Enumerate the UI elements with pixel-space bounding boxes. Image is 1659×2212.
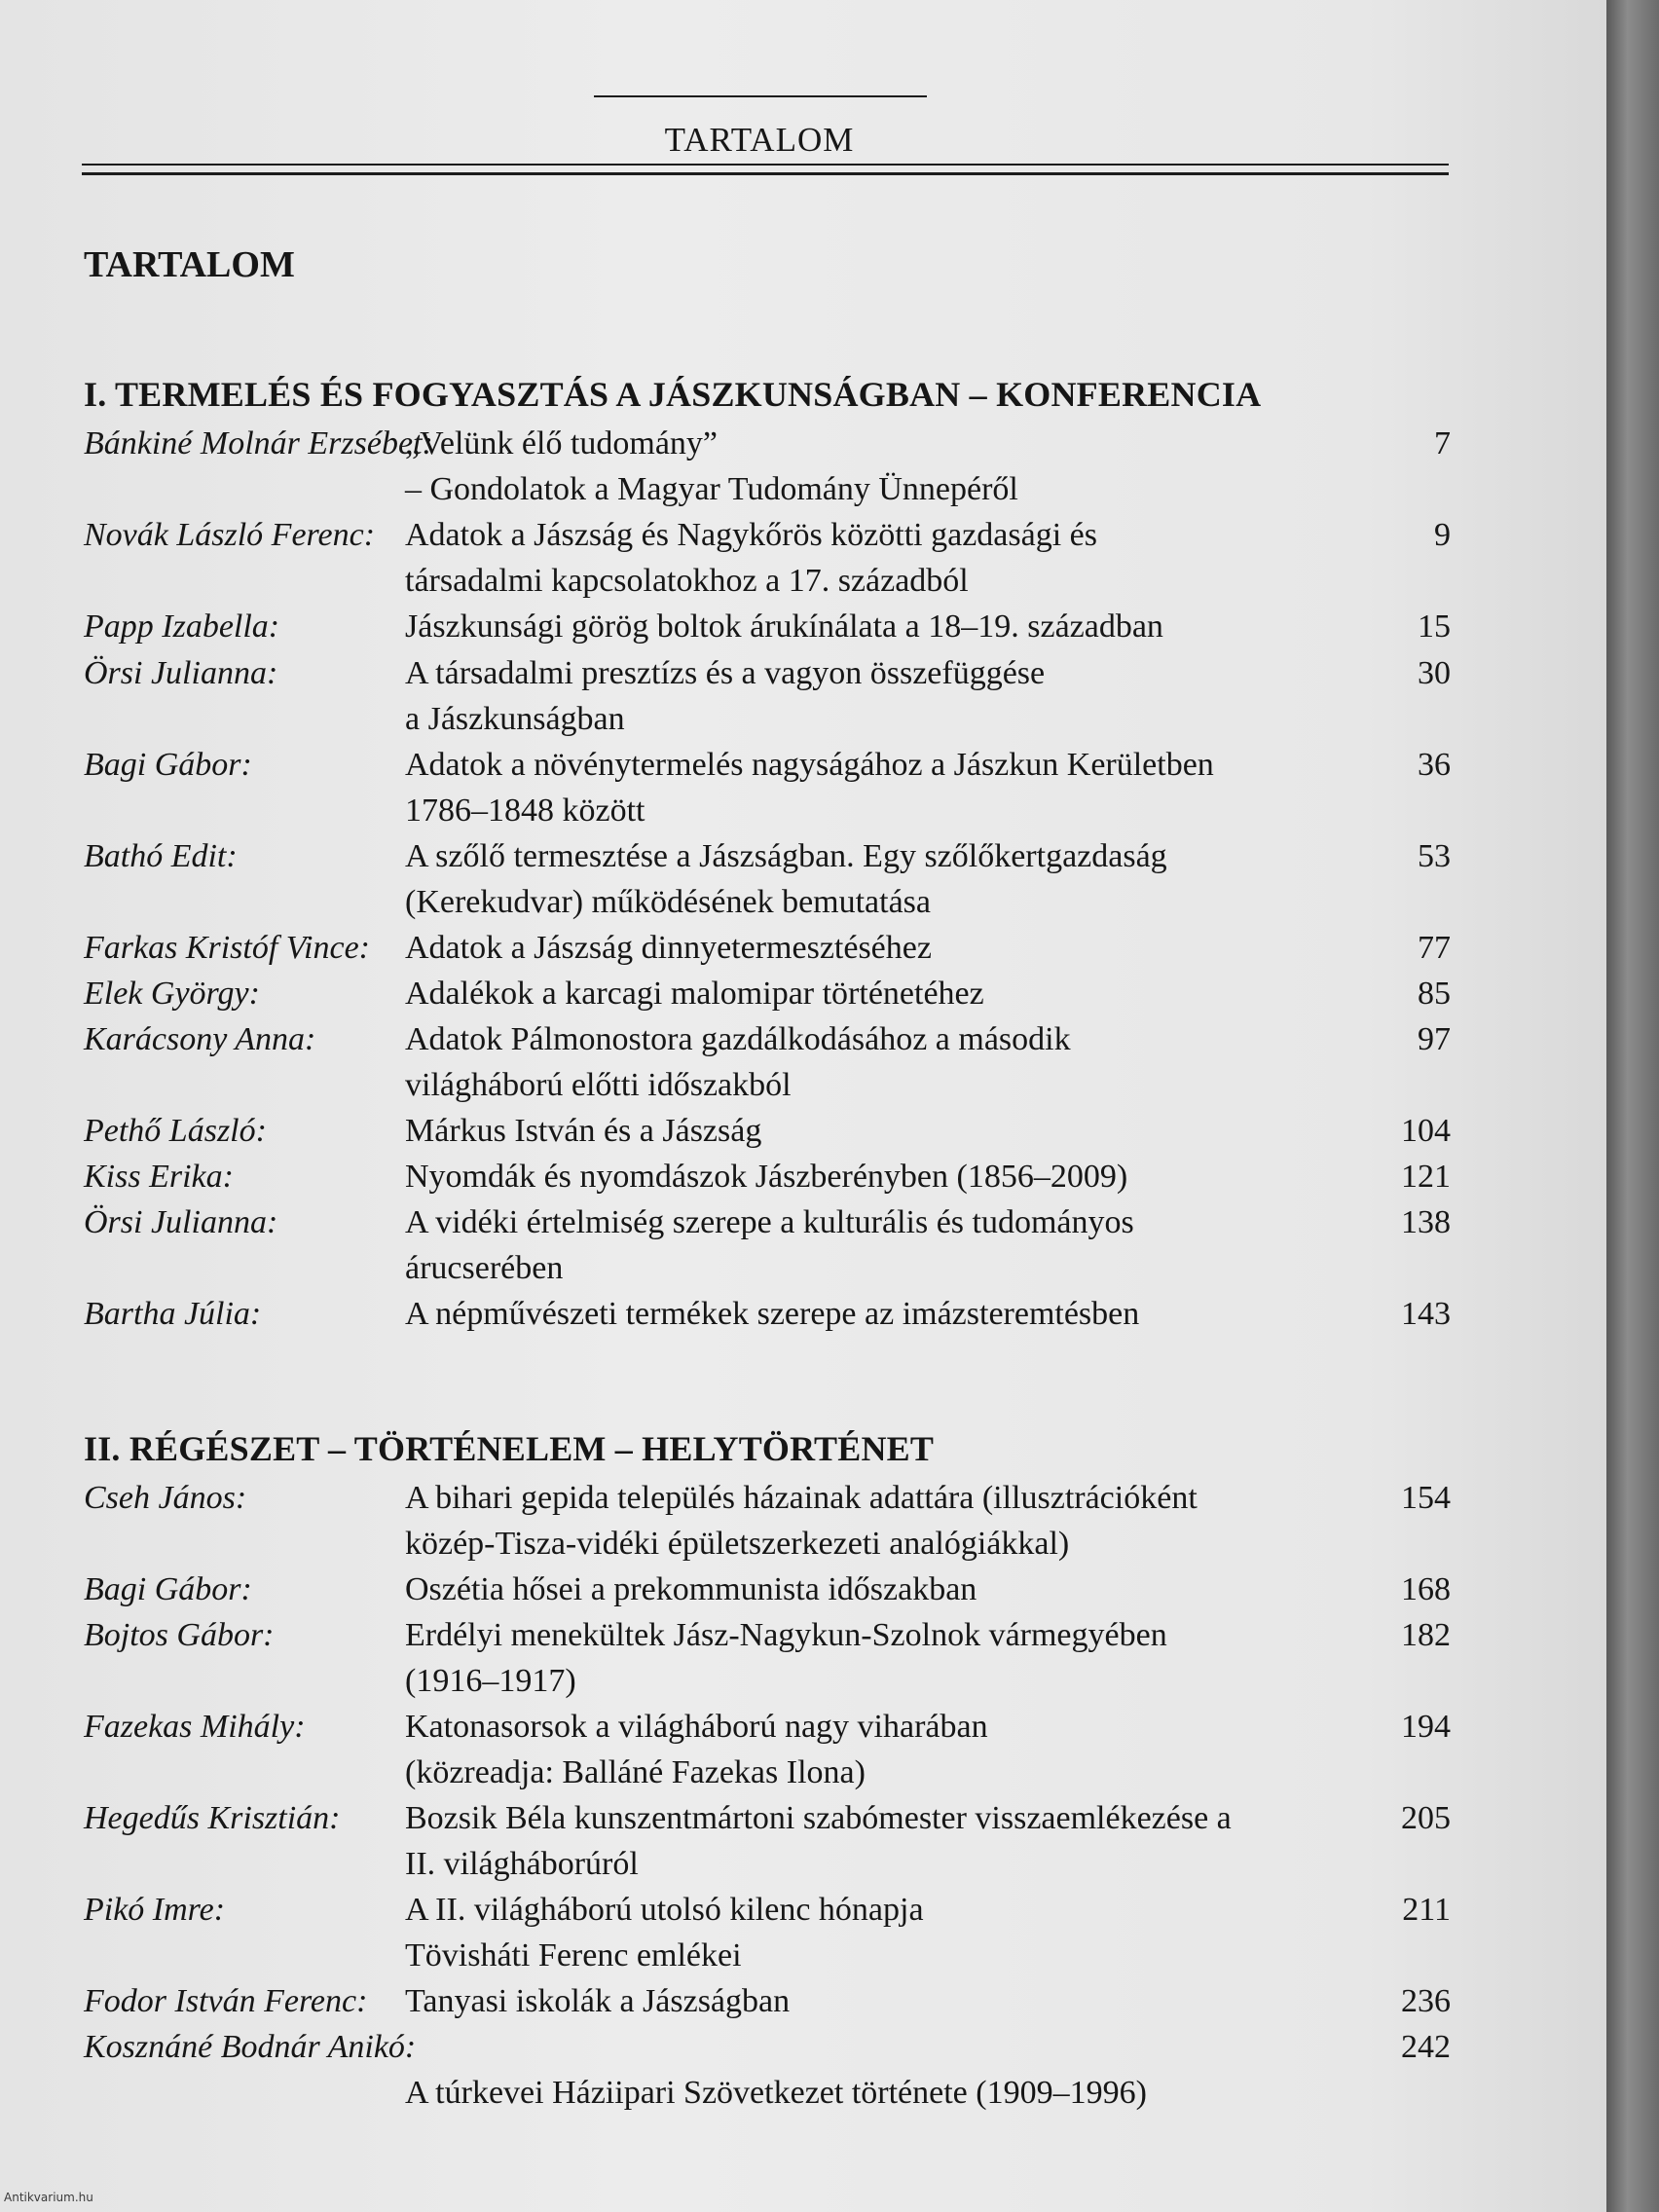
- entry-page-number: 77: [1418, 930, 1451, 966]
- entry-title-line: Márkus István és a Jászság: [405, 1113, 762, 1149]
- entry-author: Bartha Júlia:: [84, 1296, 262, 1332]
- entry-title-line: Adatok a Jászság dinnyetermesztéséhez: [405, 930, 932, 966]
- toc-entry: [84, 1795, 1451, 1887]
- entry-title-line: árucserében: [405, 1250, 564, 1286]
- entry-title-line: Adatok a Jászság és Nagykőrös közötti gazdasági és: [405, 517, 1097, 553]
- entry-page-number: 85: [1418, 976, 1451, 1012]
- entry-title-line: (közreadja: Balláné Fazekas Ilona): [405, 1754, 866, 1790]
- toc-entry: [84, 650, 1451, 742]
- entry-title-line: II. világháborúról: [405, 1846, 639, 1882]
- entry-title-line: A II. világháború utolsó kilenc hónapja: [405, 1892, 924, 1928]
- toc-entry: [84, 971, 1451, 1016]
- toc-entry: [84, 1016, 1451, 1108]
- entry-title-line: a Jászkunságban: [405, 701, 625, 737]
- section-heading-1: I. TERMELÉS ÉS FOGYASZTÁS A JÁSZKUNSÁGBAN – KONFERENCIA: [84, 375, 1262, 414]
- toc-entry: [84, 1154, 1451, 1199]
- entry-title-line: Erdélyi menekültek Jász-Nagykun-Szolnok vármegyében: [405, 1617, 1167, 1653]
- entry-title-line: A társadalmi presztízs és a vagyon összefüggése: [405, 655, 1046, 691]
- entry-title-line: Tövisháti Ferenc emlékei: [405, 1937, 742, 1973]
- entry-author: Örsi Julianna:: [84, 655, 278, 691]
- entry-author: Kiss Erika:: [84, 1159, 234, 1195]
- entry-page-number: 104: [1401, 1113, 1451, 1149]
- entry-page-number: 242: [1401, 2029, 1451, 2065]
- entry-author: Bathó Edit:: [84, 838, 238, 874]
- entry-title-line: közép-Tisza-vidéki épületszerkezeti analógiákkal): [405, 1526, 1070, 1562]
- toc-entry: [84, 1567, 1451, 1612]
- toc-entry: [84, 1887, 1451, 1978]
- entry-page-number: 154: [1401, 1480, 1451, 1516]
- toc-entry: [84, 512, 1451, 604]
- book-edge: [1606, 0, 1659, 2212]
- entry-page-number: 30: [1418, 655, 1451, 691]
- entry-author: Hegedűs Krisztián:: [84, 1800, 341, 1836]
- entry-page-number: 182: [1401, 1617, 1451, 1653]
- entry-title-line: Nyomdák és nyomdászok Jászberényben (1856–2009): [405, 1159, 1128, 1195]
- entry-title-line: Adatok Pálmonostora gazdálkodásához a második: [405, 1021, 1071, 1057]
- toc-entry: [84, 421, 1451, 512]
- toc-entry: [84, 1291, 1451, 1337]
- toc-entry: [84, 1199, 1451, 1291]
- entry-page-number: 194: [1401, 1709, 1451, 1745]
- entry-author: Elek György:: [84, 976, 260, 1012]
- entry-author: Farkas Kristóf Vince:: [84, 930, 370, 966]
- entry-author: Bánkiné Molnár Erzsébet:: [84, 425, 433, 461]
- entry-page-number: 211: [1402, 1892, 1451, 1928]
- entry-page-number: 121: [1401, 1159, 1451, 1195]
- entry-title-line: Oszétia hősei a prekommunista időszakban: [405, 1571, 977, 1607]
- toc-entry: [84, 1108, 1451, 1154]
- entry-title-line: Tanyasi iskolák a Jászságban: [405, 1983, 791, 2019]
- entry-title-line: Katonasorsok a világháború nagy viharában: [405, 1709, 988, 1745]
- entry-page-number: 168: [1401, 1571, 1451, 1607]
- entry-author: Karácsony Anna:: [84, 1021, 316, 1057]
- entry-page-number: 205: [1401, 1800, 1451, 1836]
- section-2-entries: [84, 1475, 1451, 2116]
- entry-author: Fodor István Ferenc:: [84, 1983, 368, 2019]
- entry-title-line: Bozsik Béla kunszentmártoni szabómester visszaemlékezése a: [405, 1800, 1232, 1836]
- entry-author: Pethő László:: [84, 1113, 267, 1149]
- entry-page-number: 53: [1418, 838, 1451, 874]
- entry-page-number: 143: [1401, 1296, 1451, 1332]
- entry-title-line: A népművészeti termékek szerepe az imázsteremtésben: [405, 1296, 1140, 1332]
- entry-title-line: „Velünk élő tudomány”: [405, 425, 719, 461]
- section-1-entries: [84, 421, 1451, 1337]
- entry-title-line: (Kerekudvar) működésének bemutatása: [405, 884, 931, 920]
- entry-author: Fazekas Mihály:: [84, 1709, 306, 1745]
- running-head: TARTALOM: [664, 121, 855, 159]
- entry-title-line: A bihari gepida település házainak adattára (illusztrációként: [405, 1480, 1198, 1516]
- header-rule-top: [594, 95, 927, 97]
- entry-author: Cseh János:: [84, 1480, 247, 1516]
- entry-author: Bojtos Gábor:: [84, 1617, 275, 1653]
- entry-page-number: 236: [1401, 1983, 1451, 2019]
- entry-title-line: – Gondolatok a Magyar Tudomány Ünnepéről: [405, 471, 1018, 507]
- entry-author: Kosznáné Bodnár Anikó:: [84, 2029, 417, 2065]
- entry-author: Papp Izabella:: [84, 608, 280, 645]
- entry-title-line: Adalékok a karcagi malomipar történetéhez: [405, 976, 984, 1012]
- entry-title-line: A szőlő termesztése a Jászságban. Egy szőlőkertgazdaság: [405, 838, 1167, 874]
- entry-page-number: 97: [1418, 1021, 1451, 1057]
- toc-entry: [84, 2024, 1451, 2116]
- toc-entry: [84, 925, 1451, 971]
- entry-author: Pikó Imre:: [84, 1892, 226, 1928]
- entry-title-line: A vidéki értelmiség szerepe a kulturális és tudományos: [405, 1204, 1134, 1240]
- entry-title-line: A túrkevei Háziipari Szövetkezet története (1909–1996): [405, 2075, 1147, 2111]
- entry-page-number: 138: [1401, 1204, 1451, 1240]
- entry-page-number: 15: [1418, 608, 1451, 645]
- toc-entry: [84, 1475, 1451, 1567]
- entry-page-number: 9: [1434, 517, 1451, 553]
- watermark: Antikvarium.hu: [4, 2191, 93, 2204]
- entry-page-number: 7: [1434, 425, 1451, 461]
- entry-title-line: 1786–1848 között: [405, 793, 645, 829]
- toc-entry: [84, 1612, 1451, 1704]
- entry-author: Novák László Ferenc:: [84, 517, 376, 553]
- toc-entry: [84, 742, 1451, 833]
- entry-title-line: Jászkunsági görög boltok árukínálata a 18–19. században: [405, 608, 1163, 645]
- entry-title-line: Adatok a növénytermelés nagyságához a Jászkun Kerületben: [405, 747, 1214, 783]
- toc-entry: [84, 1978, 1451, 2024]
- toc-entry: [84, 604, 1451, 650]
- entry-author: Bagi Gábor:: [84, 747, 252, 783]
- header-rule-double: [82, 164, 1449, 175]
- entry-title-line: (1916–1917): [405, 1663, 576, 1699]
- entry-author: Bagi Gábor:: [84, 1571, 252, 1607]
- toc-entry: [84, 1704, 1451, 1795]
- toc-entry: [84, 833, 1451, 925]
- entry-page-number: 36: [1418, 747, 1451, 783]
- entry-title-line: világháború előtti időszakból: [405, 1067, 792, 1103]
- entry-title-line: társadalmi kapcsolatokhoz a 17. századból: [405, 563, 969, 599]
- toc-title: TARTALOM: [84, 244, 295, 285]
- entry-author: Örsi Julianna:: [84, 1204, 278, 1240]
- section-heading-2: II. RÉGÉSZET – TÖRTÉNELEM – HELYTÖRTÉNET: [84, 1429, 935, 1468]
